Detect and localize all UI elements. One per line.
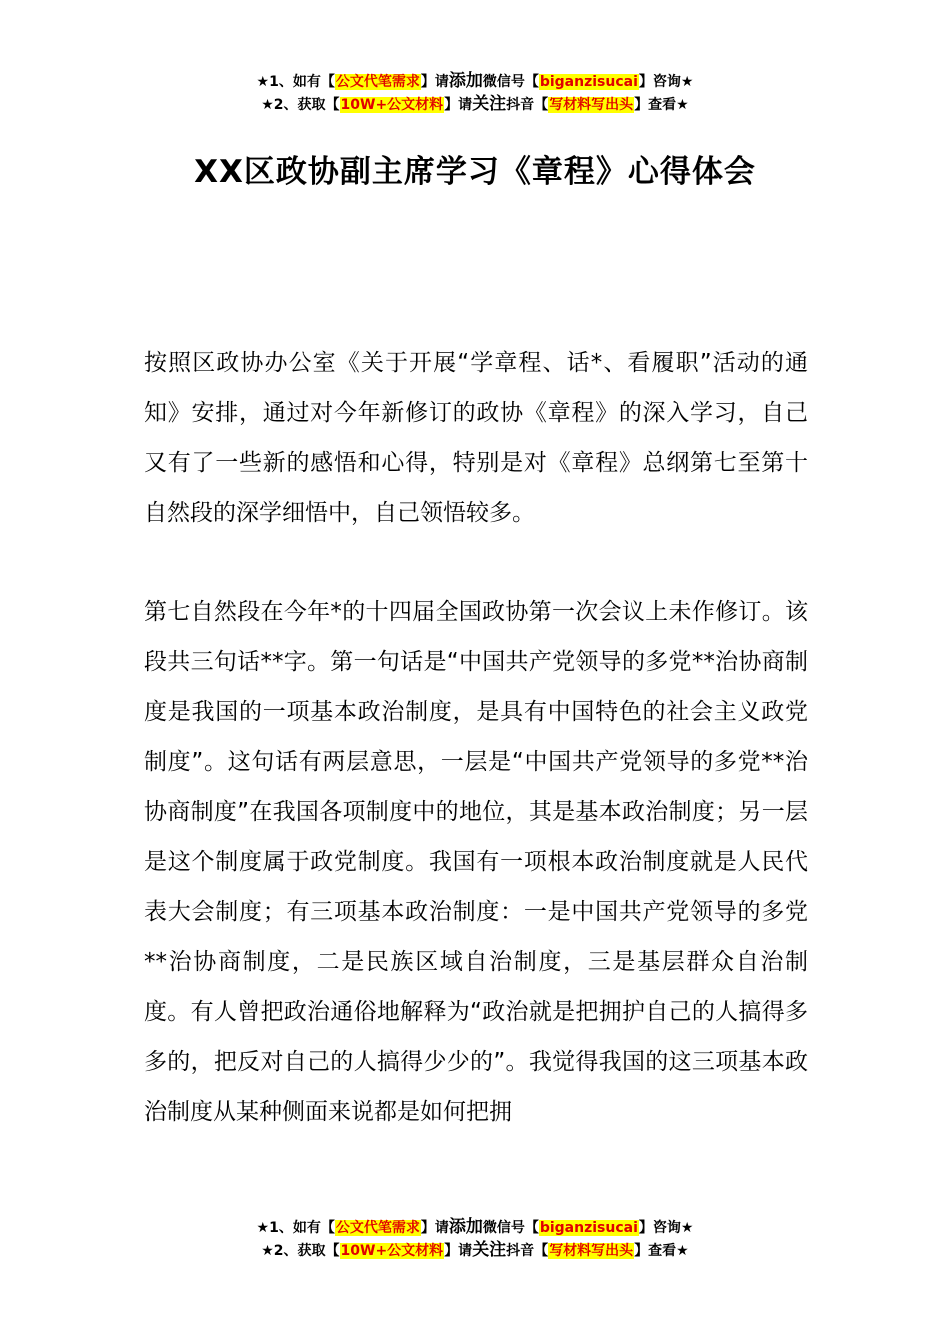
- highlight-wechat-id: biganzisucai: [539, 74, 638, 90]
- highlight-service: 公文代笔需求: [335, 74, 420, 90]
- highlight-materials: 10W+公文材料: [340, 97, 444, 113]
- promo-line-1: ★1、如有【公文代笔需求】请添加微信号【biganzisucai】咨询★: [256, 1217, 694, 1237]
- paragraph-2: 第七自然段在今年*的十四届全国政协第一次会议上未作修订。该段共三句话**字。第一句话是“中国共产党领导的多党**治协商制度是我国的一项基本政治制度，是具有中国特色的社会主义政党制度”。这句话有两层意思，一层是“中国共产党领导的多党**治协商制度”在我国各项制度中的地位，其是基本政治制度；另一层是这个制度属于政党制度。我国有一项根本政治制度就是人民代表大会制度；有三项基本政治制度：一是中国共产党领导的多党**治协商制度，二是民族区域自治制度，三是基层群众自治制度。有人曾把政治通俗地解释为“政治就是把拥护自己的人搞得多多的，把反对自己的人搞得少少的”。我觉得我国的这三项基本政治制度从某种侧面来说都是如何把拥: [144, 599, 808, 1125]
- paragraph-1: 按照区政协办公室《关于开展“学章程、话*、看履职”活动的通知》安排，通过对今年新修订的政协《章程》的深入学习，自己又有了一些新的感悟和心得，特别是对《章程》总纲第七至第十自然段的深学细悟中，自己领悟较多。: [144, 350, 808, 526]
- highlight-materials: 10W+公文材料: [340, 1243, 444, 1259]
- promo-line-2: ★2、获取【10W+公文材料】请关注抖音【写材料写出头】查看★: [261, 1240, 689, 1260]
- promo-line-2: ★2、获取【10W+公文材料】请关注抖音【写材料写出头】查看★: [261, 94, 689, 114]
- highlight-wechat-id: biganzisucai: [539, 1220, 638, 1236]
- promo-banner-top: [0, 70, 950, 116]
- highlight-douyin-account: 写材料写出头: [549, 97, 634, 113]
- document-title: XX区政协副主席学习《章程》心得体会: [194, 154, 756, 190]
- highlight-service: 公文代笔需求: [335, 1220, 420, 1236]
- promo-banner-bottom: [0, 1216, 950, 1262]
- promo-line-1: ★1、如有【公文代笔需求】请添加微信号【biganzisucai】咨询★: [256, 71, 694, 91]
- highlight-douyin-account: 写材料写出头: [549, 1243, 634, 1259]
